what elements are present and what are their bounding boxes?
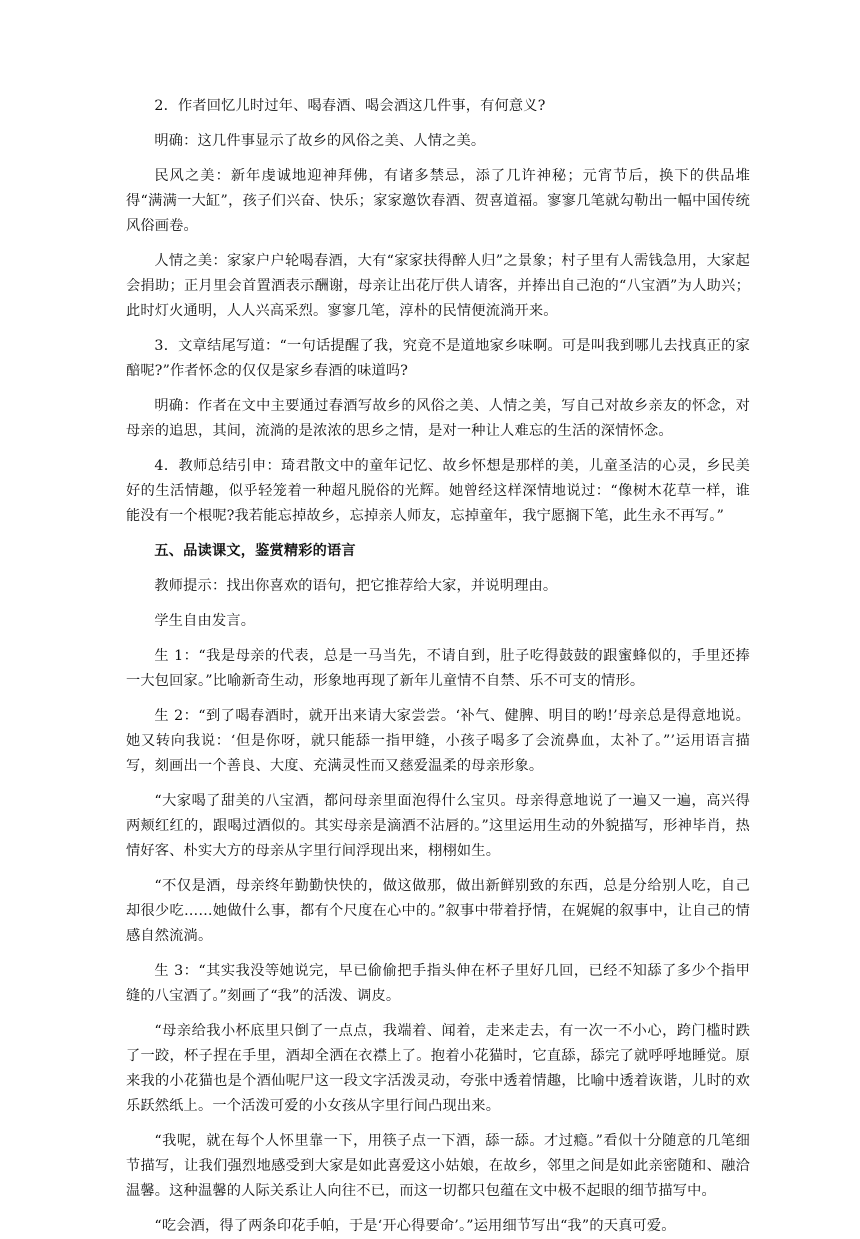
- teacher-prompt: 教师提示：找出你喜欢的语句，把它推荐给大家，并说明理由。: [154, 578, 558, 594]
- human-beauty-paragraph: 人情之美：家家户户轮喝春酒，大有“家家扶得醉人归”之景象；村子里有人需钱急用，大家起会捐助；正月里会首置酒表示酬谢，母亲让出花厅供人请客，并捧出自己泡的“八宝酒”为人助兴；此时灯火通明，人人兴高采烈。寥寥几笔，淳朴的民情便流淌开来。: [126, 253, 750, 319]
- student-2-comment: 生 2：“到了喝春酒时，就开出来请大家尝尝。‘补气、健脾、明目的哟!’母亲总是得意地说。她又转向我说：‘但是你呀，就只能舔一指甲缝，小孩子喝多了会流鼻血，太补了。”’运用语言描写，刻画出一个善良、大度、充满灵性而又慈爱温柔的母亲形象。: [126, 708, 750, 774]
- document-page: [126, 94, 750, 1239]
- narrative-lyric-paragraph: “不仅是酒，母亲终年勤勤快快的，做这做那，做出新鲜别致的东西，总是分给别人吃，自己却很少吃……她做什么事，都有个尺度在心中的。”叙事中带着抒情，在娓娓的叙事中，让自己的情感自然流淌。: [126, 878, 750, 944]
- folk-beauty-paragraph: 民风之美：新年虔诚地迎神拜佛，有诸多禁忌，添了几许神秘；元宵节后，换下的供品堆得“满满一大缸”，孩子们兴奋、快乐；家家邀饮春酒、贺喜道福。寥寥几笔就勾勒出一幅中国传统风俗画卷。: [126, 168, 750, 234]
- student-1-comment: 生 1：“我是母亲的代表，总是一马当先，不请自到，肚子吃得鼓鼓的跟蜜蜂似的，手里还捧一大包回家。”比喻新奇生动，形象地再现了新年儿童情不自禁、乐不可支的情形。: [126, 648, 750, 689]
- section-heading-5: 五、品读课文，鉴赏精彩的语言: [154, 543, 356, 559]
- question-2: 2．作者回忆儿时过年、喝春酒、喝会酒这几件事，有何意义?: [154, 98, 546, 114]
- detail-description-paragraph: “我呢，就在每个人怀里靠一下，用筷子点一下酒，舔一舔。才过瘾。”看似十分随意的几笔细节描写，让我们强烈地感受到大家是如此喜爱这小姑娘，在故乡，邻里之间是如此亲密随和、融洽温馨。这种温馨的人际关系让人向往不已，而这一切都只包蕴在文中极不起眼的细节描写中。: [126, 1133, 750, 1199]
- answer-2: 明确：这几件事显示了故乡的风俗之美、人情之美。: [154, 133, 486, 149]
- student-free-speech: 学生自由发言。: [154, 613, 256, 629]
- handkerchief-paragraph: “吃会酒，得了两条印花手帕，于是‘开心得要命’。”运用细节写出“我”的天真可爱。: [154, 1218, 676, 1234]
- question-3: 3．文章结尾写道：“一句话提醒了我，究竟不是道地家乡味啊。可是叫我到哪儿去找真正的家醅呢?”作者怀念的仅仅是家乡春酒的味道吗?: [126, 338, 750, 379]
- teacher-summary-4: 4．教师总结引申：琦君散文中的童年记忆、故乡怀想是那样的美，儿童圣洁的心灵，乡民美好的生活情趣，似乎轻笼着一种超凡脱俗的光辉。她曾经这样深情地说过：“像树木花草一样，谁能没有一个根呢?我若能忘掉故乡，忘掉亲人师友，忘掉童年，我宁愿搁下笔，此生永不再写。”: [126, 458, 750, 524]
- answer-3: 明确：作者在文中主要通过春酒写故乡的风俗之美、人情之美，写自己对故乡亲友的怀念，对母亲的追思，其间，流淌的是浓浓的思乡之情，是对一种让人难忘的生活的深情怀念。: [126, 398, 750, 439]
- kitten-paragraph: “母亲给我小杯底里只倒了一点点，我端着、闻着，走来走去，有一次一不小心，跨门槛时跌了一跤，杯子捏在手里，酒却全洒在衣襟上了。抱着小花猫时，它直舔，舔完了就呼呼地睡觉。原来我的小花猫也是个酒仙呢尸这一段文字活泼灵动，夸张中透着情趣，比喻中透着诙谐，儿时的欢乐跃然纸上。一个活泼可爱的小女孩从字里行间凸现出来。: [126, 1023, 750, 1114]
- student-3-comment: 生 3：“其实我没等她说完，早已偷偷把手指头伸在杯子里好几回，已经不知舔了多少个指甲缝的八宝酒了。”刻画了“我”的活泼、调皮。: [126, 963, 750, 1004]
- appearance-description-paragraph: “大家喝了甜美的八宝酒，都问母亲里面泡得什么宝贝。母亲得意地说了一遍又一遍，高兴得两颊红红的，跟喝过酒似的。其实母亲是滴酒不沾唇的。”这里运用生动的外貌描写，形神毕肖，热情好客、朴实大方的母亲从字里行间浮现出来，栩栩如生。: [126, 793, 750, 859]
